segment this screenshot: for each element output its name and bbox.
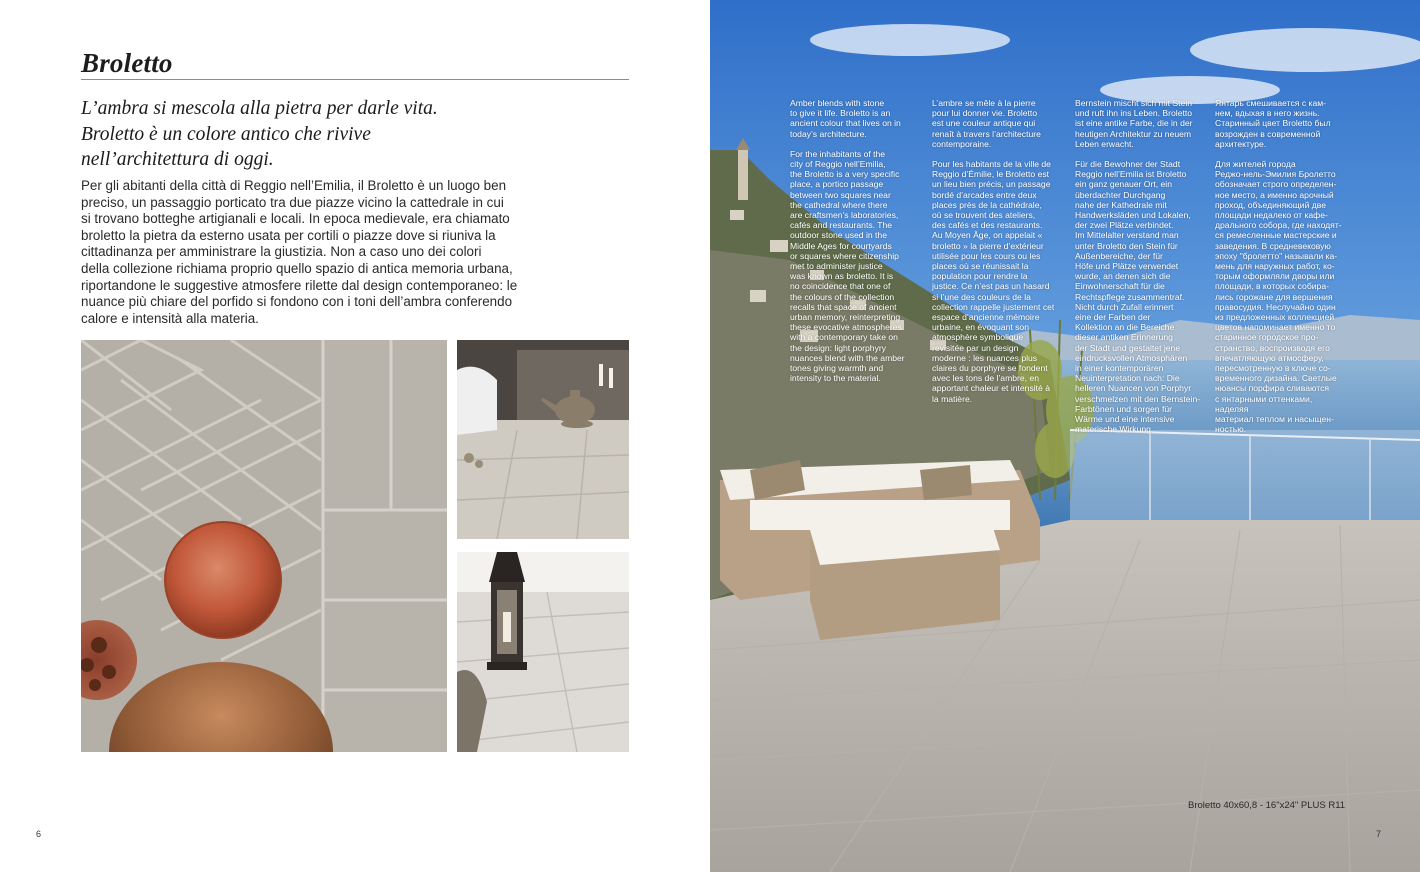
page-number-right: 7	[1376, 829, 1382, 839]
lantern-photo	[457, 552, 629, 752]
subtitle-line: Broletto è un colore antico che rivive	[81, 123, 371, 145]
body-line: della collezione richiama proprio quello spazio di antica memoria urbana,	[81, 260, 513, 276]
body-russian: Для жителей города Реджо-нель-Эмилия Бролетто обозначает строго определен- ное место, а именно арочный проход, объединяющий две площади недалеко от кафе- дрального собора, где находят- ся ремесленные мастерские и заведения. В средневековую эпоху "бролетто" называли ка- мень для наружных работ, ко- торым оформляли дворы или площади, в которых собира- лись горожане для вершения правосудия. Неслучайно один из предложенных коллекцией цветов напоминает именно то старинное городское про- странство, воспроизводя его впечатляющую атмосферу, пересмотренную в ключе со- временного дизайна. Светлые нюансы порфира сливаются с янтарными оттенками, наделяя материал теплом и насыщен- ностью.	[1215, 159, 1342, 435]
intro-french: L’ambre se mêle à la pierre pour lui donner vie. Broletto est une couleur antique qui renaît à travers l’architecture contemporaine.	[932, 98, 1041, 149]
body-line: nuance più chiare del porfido si fondono con i toni dell’ambra conferendo	[81, 294, 513, 310]
body-german: Für die Bewohner der Stadt Reggio nell’Emilia ist Broletto ein ganz genauer Ort, ein überdachter Durchgang nahe der Kathedrale mit Handwerksläden und Lokalen, der zwei Plätze verbindet. Im Mittelalter verstand man unter Broletto den Stein für Außenbereiche, der für Höfe und Plätze verwendet wurde, an denen sich die Einwohnerschaft für die Rechtspflege zusammentraf. Nicht durch Zufall erinnert eine der Farben der Kollektion an die Bereiche dieser antiken Erinnerung der Stadt und gestaltet jene eindrucksvollen Atmosphären in einer kontemporären Neuinterpretation nach: Die helleren Nuancen von Porphyr verschmelzen mit den Bernstein- Farbtönen und sorgen für Wärme und eine intensive materische Wirkung.	[1075, 159, 1201, 435]
body-english: For the inhabitants of the city of Reggio nell’Emilia, the Broletto is a very specific place, a portico passage between two squares near the cathedral where there are craftsmen’s laboratories, cafés and restaurants. The outdoor stone used in the Middle Ages for courtyards or squares where citizenship met to administer justice was known as broletto. It is no coincidence that one of the colours of the collection recalls that space of ancient urban memory, reinterpreting these evocative atmospheres with a contemporary take on the design: light porphyry nuances blend with the amber tones giving warmth and intensity to the material.	[790, 148, 905, 384]
subtitle	[81, 96, 641, 173]
text-column-german	[1075, 98, 1203, 445]
intro-russian: Янтарь смешивается с кам- нем, вдыхая в него жизнь. Старинный цвет Broletto был возрожден в современной архитектуре.	[1215, 98, 1331, 149]
tile-plates-photo	[81, 340, 447, 752]
product-caption: Broletto 40x60,8 - 16"x24" PLUS R11	[1188, 800, 1346, 811]
body-line: broletto la pietra da esterno usata per cortili o piazze dove si riuniva la	[81, 227, 496, 243]
intro-english: Amber blends with stone to give it life. Broletto is an ancient colour that lives on in today’s architecture.	[790, 98, 901, 139]
body-line: si trovano botteghe artigianali e locali. In epoca medievale, era chiamato	[81, 211, 510, 227]
title-divider	[81, 79, 629, 80]
subtitle-line: L’ambra si mescola alla pietra per darle vita.	[81, 98, 438, 119]
interior-teapot-photo	[457, 340, 629, 539]
body-line: riportandone le suggestive atmosfere rilette dal design contemporaneo: le	[81, 277, 518, 293]
body-text-italian	[81, 178, 641, 327]
body-line: cittadinanza per amministrare la giustizia. Non a caso uno dei colori	[81, 244, 482, 260]
text-column-english	[790, 98, 918, 393]
text-column-french	[932, 98, 1060, 414]
right-page	[710, 0, 1420, 872]
body-line: preciso, un passaggio porticato tra due piazze vicino la cattedrale in cui	[81, 194, 504, 210]
page-title: Broletto	[81, 48, 173, 78]
text-column-russian	[1215, 98, 1345, 445]
page-number-left: 6	[36, 829, 42, 839]
intro-german: Bernstein mischt sich mit Stein und ruft ihn ins Leben. Broletto ist eine antike Farbe, die in der heutigen Architektur zu neuem Leben erwacht.	[1075, 98, 1193, 149]
subtitle-line: nell’architettura di oggi.	[81, 149, 274, 170]
body-line: calore e intensità alla materia.	[81, 310, 259, 326]
body-french: Pour les habitants de la ville de Reggio d’Émilie, le Broletto est un lieu bien précis, un passage bordé d’arcades entre deux places près de la cathédrale, où se trouvent des ateliers, des cafés et des restaurants. Au Moyen Âge, on appelait « broletto » la pierre d’extérieur utilisée pour les cours ou les places où se réunissait la population pour rendre la justice. Ce n’est pas un hasard si l’une des couleurs de la collection rappelle justement cet espace d’ancienne mémoire urbaine, en évoquant son atmosphère symbolique revisitée par un design moderne : les nuances plus claires du porphyre se fondent avec les tons de l’ambre, en apportant chaleur et intensité à la matière.	[932, 159, 1055, 404]
body-line: Per gli abitanti della città di Reggio nell’Emilia, il Broletto è un luogo ben	[81, 178, 507, 193]
